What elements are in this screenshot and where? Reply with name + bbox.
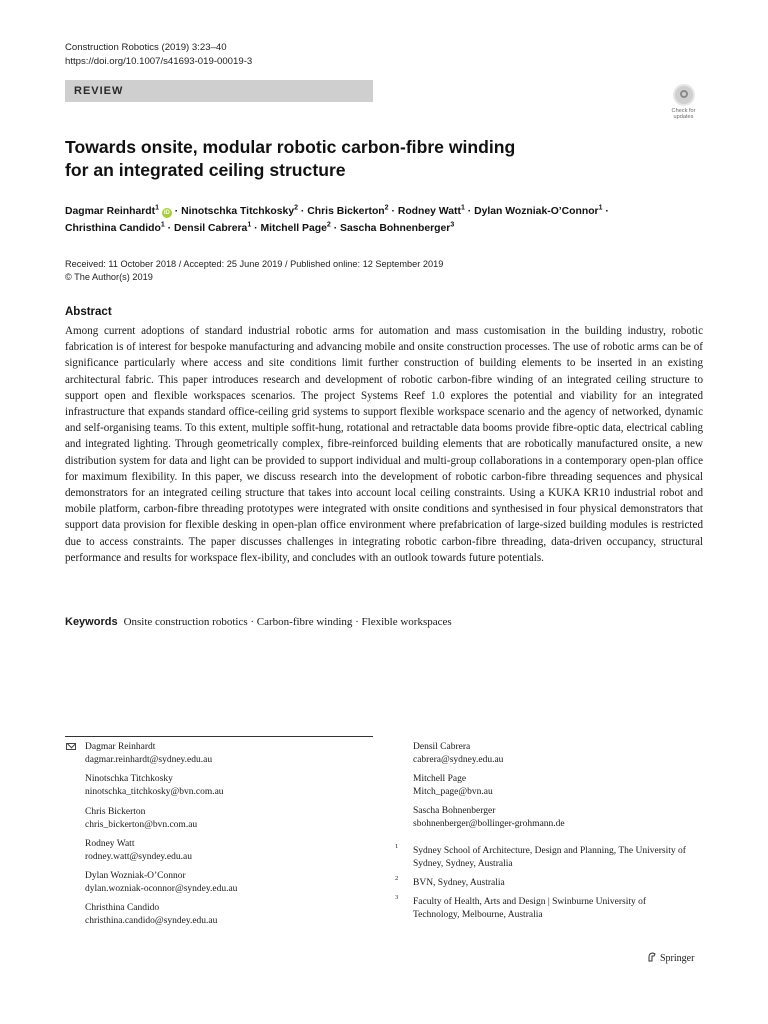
abstract-heading: Abstract [65, 306, 112, 318]
contact-name: Sascha Bohnenberger [413, 806, 496, 816]
author-affil-mark: 1 [160, 221, 165, 229]
contact-name: Dylan Wozniak-O’Connor [85, 871, 186, 881]
author-affil-mark: 2 [326, 221, 331, 229]
author-name[interactable]: Dylan Wozniak-O’Connor [474, 206, 599, 217]
contact-email[interactable]: ninotschka_titchkosky@bvn.com.au [85, 787, 224, 797]
abstract-body: Among current adoptions of standard industrial robotic arms for automation and mass customisation in the building industry, robotic fabrication is of interest for bespoke manufacturing and advancing mobile and onsite construction processes. The use of robotic arms can be of significance particularly where access and site conditions limit further construction of building elements to be inserted in an existing architectural fabric. This paper introduces research and development of robotic carbon-fibre winding of an integrated ceiling structure to support open and flexible workspaces scenarios. The project Systems Reef 1.0 explores the potential and viability for an integrated infrastructure that expands standard office-ceiling grid systems to support flexible workspace scenario and the agency of networked, dynamic and self-organising teams. To this extent, multiple soffit-hung, rotational and retractable data booms provide fibre-optic data, electrical cabling and integrated lighting. Through geometrically complex, fibre-reinforced building elements that are robotically manufactured onsite, a new distribution system for data and light can be provided to support individual and multi-group collaborations in a contemporary open-plan office for maximum flexibility. In this paper, we discuss research into the development of robotic carbon-fibre threading sequences and physical demonstrators for an integrated ceiling structure that takes into account local ceiling constraints. Using a KUKA KR10 industrial robot and mobile platform, carbon-fibre threading prototypes were integrated with onsite conditions and synthesised in four physical demonstrators that support data provision for flexible desking in open-plan office environment where prefabrication of large-sized building modules is restricted due to access constraints. The paper discusses challenges in integrating robotic carbon-fibre threading, data-driven occupancy, structural performance and results for workspace flex-ibility, and concludes with an outlook towards future potentials. [65, 325, 703, 564]
author-name[interactable]: Densil Cabrera [173, 223, 248, 234]
contact-email[interactable]: Mitch_page@bvn.au [413, 787, 493, 797]
orcid-icon[interactable]: iD [163, 210, 170, 216]
author-separator: · [605, 206, 609, 217]
contact-entry [85, 806, 197, 832]
contact-email[interactable]: chris_bickerton@bvn.com.au [85, 820, 198, 830]
footnote-divider [65, 736, 373, 737]
contact-email[interactable]: dagmar.reinhardt@sydney.edu.au [85, 755, 213, 765]
title-line-2: for an integrated ceiling structure [65, 160, 346, 180]
paper-title [65, 136, 665, 182]
journal-citation: Construction Robotics (2019) 3:23–40 [65, 42, 227, 53]
affiliation-text: BVN, Sydney, Australia [413, 878, 505, 888]
contact-name: Rodney Watt [85, 839, 135, 849]
author-affil-mark: 2 [294, 204, 299, 212]
envelope-icon [66, 743, 76, 750]
author-affil-mark: 1 [247, 221, 252, 229]
contact-entry [85, 870, 237, 896]
author-separator: · [333, 223, 338, 234]
contact-entry [85, 741, 212, 767]
springer-horse-icon [647, 952, 657, 962]
contact-name: Dagmar Reinhardt [85, 742, 156, 752]
author-affil-mark: 2 [384, 204, 389, 212]
section-label: REVIEW [65, 80, 373, 102]
author-separator: · [391, 206, 395, 217]
doi-link[interactable]: https://doi.org/10.1007/s41693-019-00019-3 [65, 56, 253, 67]
publication-dates: Received: 11 October 2018 / Accepted: 25 June 2019 / Published online: 12 September 2019 [65, 259, 444, 269]
keywords-line [65, 614, 452, 630]
author-affil-mark: 3 [450, 221, 455, 229]
publisher-logo[interactable] [647, 952, 694, 964]
author-name[interactable]: Dagmar Reinhardt [65, 206, 156, 217]
author-name[interactable]: Chris Bickerton [307, 206, 385, 217]
contact-entry [85, 838, 192, 864]
contact-entry [413, 805, 565, 831]
contact-name: Densil Cabrera [413, 742, 471, 752]
author-affil-mark: 1 [598, 204, 603, 212]
contact-name: Ninotschka Titchkosky [85, 774, 173, 784]
copyright-notice: © The Author(s) 2019 [65, 272, 153, 282]
contact-email[interactable]: dylan.wozniak-oconnor@syndey.edu.au [85, 884, 238, 894]
check-updates-label: Check for updates [671, 108, 696, 120]
author-affil-mark: 1 [155, 204, 159, 212]
contact-entry [85, 902, 217, 928]
title-line-1: Towards onsite, modular robotic carbon-fibre winding [65, 137, 516, 157]
author-separator: · [254, 223, 258, 234]
check-for-updates-badge[interactable] [665, 84, 702, 124]
contact-name: Christhina Candido [85, 903, 160, 913]
author-affil-mark: 1 [460, 204, 465, 212]
author-separator: · [167, 223, 172, 234]
author-name[interactable]: Rodney Watt [397, 206, 461, 217]
author-name[interactable]: Ninotschka Titchkosky [181, 206, 295, 217]
author-line-1 [65, 203, 705, 220]
keywords-list: Onsite construction robotics · Carbon-fibre winding · Flexible workspaces [123, 616, 452, 628]
publisher-name: Springer [660, 953, 695, 964]
author-name[interactable]: Sascha Bohnenberger [340, 223, 451, 234]
affiliation-text: Faculty of Health, Arts and Design | Swinburne University of Technology, Melbourne, Australia [413, 897, 647, 920]
affiliation-number: 3 [395, 894, 399, 901]
affiliation-number: 1 [395, 843, 399, 850]
check-updates-icon [673, 84, 695, 106]
keywords-label: Keywords [65, 616, 118, 628]
author-line-2 [65, 220, 705, 237]
affiliation-text: Sydney School of Architecture, Design and Planning, The University of Sydney, Sydney, Australia [413, 846, 686, 869]
author-name[interactable]: Mitchell Page [260, 223, 327, 234]
contact-name: Chris Bickerton [85, 807, 146, 817]
contact-entry [413, 741, 503, 767]
author-separator: · [300, 206, 305, 217]
author-separator: · [467, 206, 472, 217]
author-separator: · [174, 206, 179, 217]
affiliation-number: 2 [395, 875, 399, 882]
contact-name: Mitchell Page [413, 774, 467, 784]
contact-email[interactable]: sbohnenberger@bollinger-grohmann.de [413, 819, 565, 829]
contact-entry [413, 773, 493, 799]
contact-email[interactable]: rodney.watt@syndey.edu.au [85, 852, 192, 862]
contact-email[interactable]: cabrera@sydney.edu.au [413, 755, 504, 765]
contact-email[interactable]: christhina.candido@syndey.edu.au [85, 916, 218, 926]
author-list [65, 203, 705, 237]
author-name[interactable]: Christhina Candido [65, 223, 161, 234]
contact-entry [85, 773, 224, 799]
